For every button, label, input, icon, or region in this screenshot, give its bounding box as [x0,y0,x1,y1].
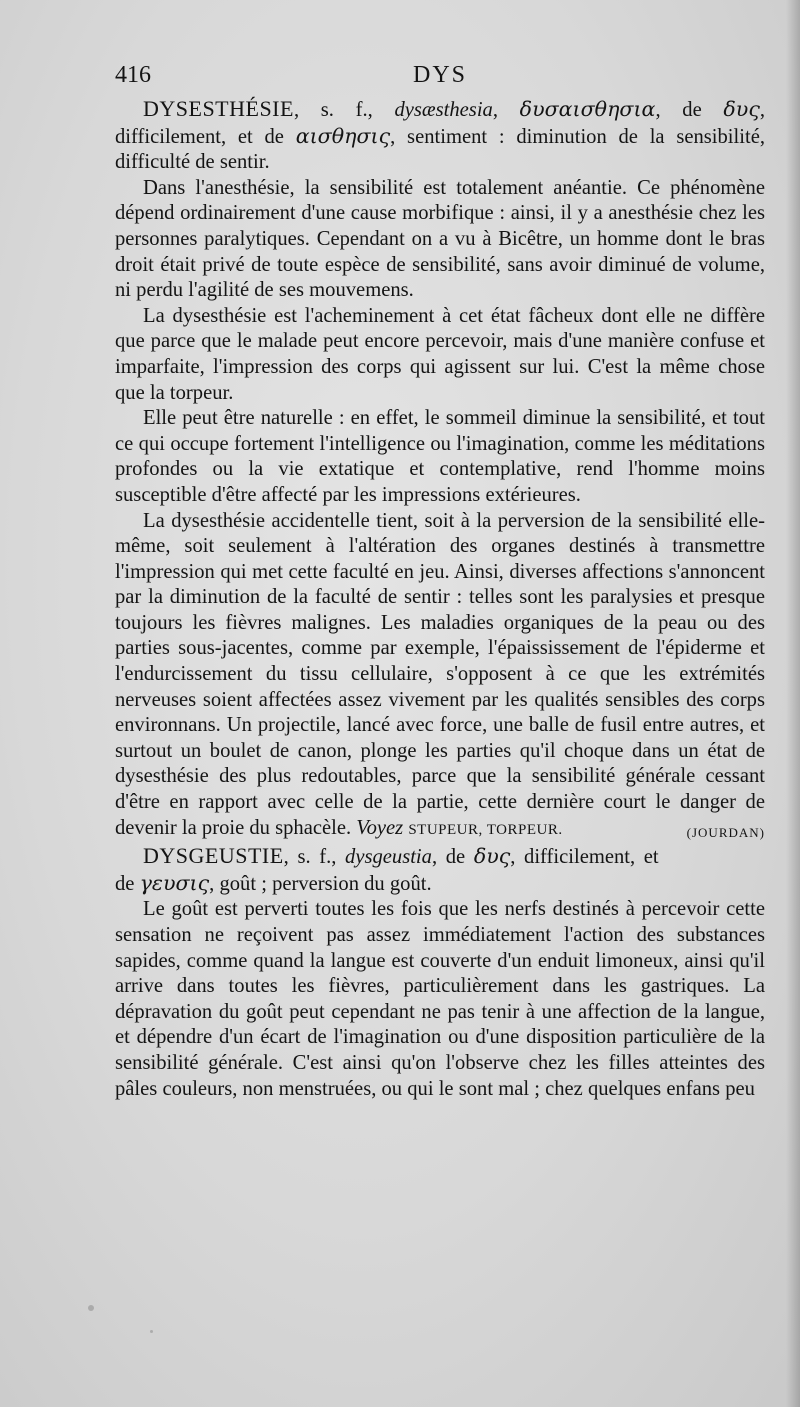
etymology-text: , goût ; perversion du goût. [209,872,432,895]
paragraph: Dans l'anesthésie, la sensibilité est totalement anéantie. Ce phénomène dépend ordinairement d'une cause morbifique : ainsi, il y a anesthésie chez les personnes paralytiques. Cependant on a vu à Bicêtre, un homme dont le bras droit était privé de toute espèce de sensibilité, sans avoir diminué de volume, ni perdu l'agilité de ses mouvemens. [115,176,765,302]
paper-speck [88,1305,94,1311]
page-number: 416 [115,62,151,88]
body-text [115,96,765,1102]
cross-reference: STUPEUR, TORPEUR. [408,821,563,838]
entry-dysgeustie [115,843,765,897]
entry-dysesthesie [115,96,765,176]
separator: , [492,99,520,121]
page-header [115,62,765,96]
see-also-label: Voyez [351,816,409,839]
greek-root: δυς [473,844,511,869]
etymology-text: , difficilement, et de [115,99,766,148]
page-edge-shadow [786,0,800,1407]
etymology-text: , difficilement, et de [115,846,659,895]
latin-term: dysæsthesia [394,99,493,121]
author-signature: (JOURDAN) [686,824,765,840]
headword: DYSGEUSTIE [143,843,284,869]
etymology-text: , sentiment : diminution de la sensibilité, difficulté de sentir. [115,125,765,174]
greek-root: δυς [723,97,760,121]
etymology-text: , de [655,99,724,121]
greek-root: αισθησις [295,123,391,148]
paragraph: La dysesthésie est l'acheminement à cet état fâcheux dont elle ne diffère que parce que le malade peut encore percevoir, mais d'une manière confuse et imparfaite, l'impression des corps qui agissent sur lui. C'est la même chose que la torpeur. [115,304,765,404]
etymology-text: , de [431,846,474,869]
paragraph [115,509,765,844]
paragraph-text: La dysesthésie accidentelle tient, soit à la perversion de la sensibilité elle-même, soit seulement à l'altération des organes destinés à transmettre l'impression qui met cette faculté en jeu. Ainsi, diverses affections s'annoncent par la diminution de la faculté de sentir : telles sont les paralysies et presque toujours les fièvres malignes. Les maladies organiques de la peau ou des parties sous-jacentes, comme par exemple, l'épaississement de l'épiderme et l'endurcissement du tissu cellulaire, s'opposent à ce que les extrémités nerveuses soient affectées assez vivement par les qualités sensibles des corps environnans. Un projectile, lancé avec force, une balle de fusil entre autres, et surtout un boulet de canon, plonge les parties qu'il choque dans un état de dysesthésie des plus redoutables, parce que la sensibilité générale cessant d'être en rapport avec celle de la partie, cette dernière court le danger de devenir la proie du sphacèle. [115,509,765,839]
grammar-note: , s. f., [293,99,395,121]
paper-speck [150,1330,153,1333]
paragraph: Elle peut être naturelle : en effet, le sommeil diminue la sensibilité, et tout ce qui occupe fortement l'intelligence ou l'imagination, comme les méditations profondes ou la vie extatique et contemplative, rend l'homme moins susceptible d'être affecté par les impressions extérieures. [115,407,765,506]
grammar-note: , s. f., [283,846,346,869]
greek-term: δυσαισθησια [519,97,656,121]
running-head: DYS [412,62,467,88]
paragraph: Le goût est perverti toutes les fois que les nerfs destinés à percevoir cette sensation ne reçoivent pas assez immédiatement l'action des substances sapides, comme quand la langue est couverte d'un enduit limoneux, ainsi qu'il arrive dans toutes les fièvres, particulièrement dans les gastriques. La dépravation du goût peut cependant ne pas tenir à une affection de la langue, et dépendre d'un écart de l'imagination ou d'une disposition particulière de la sensibilité générale. C'est ainsi qu'on l'observe chez les filles atteintes des pâles couleurs, non menstruées, ou qui le sont mal ; chez quelques enfans peu [115,898,765,1100]
headword: DYSESTHÉSIE [143,96,294,121]
latin-term: dysgeustia [345,846,432,869]
greek-root: γευσις [139,870,210,895]
